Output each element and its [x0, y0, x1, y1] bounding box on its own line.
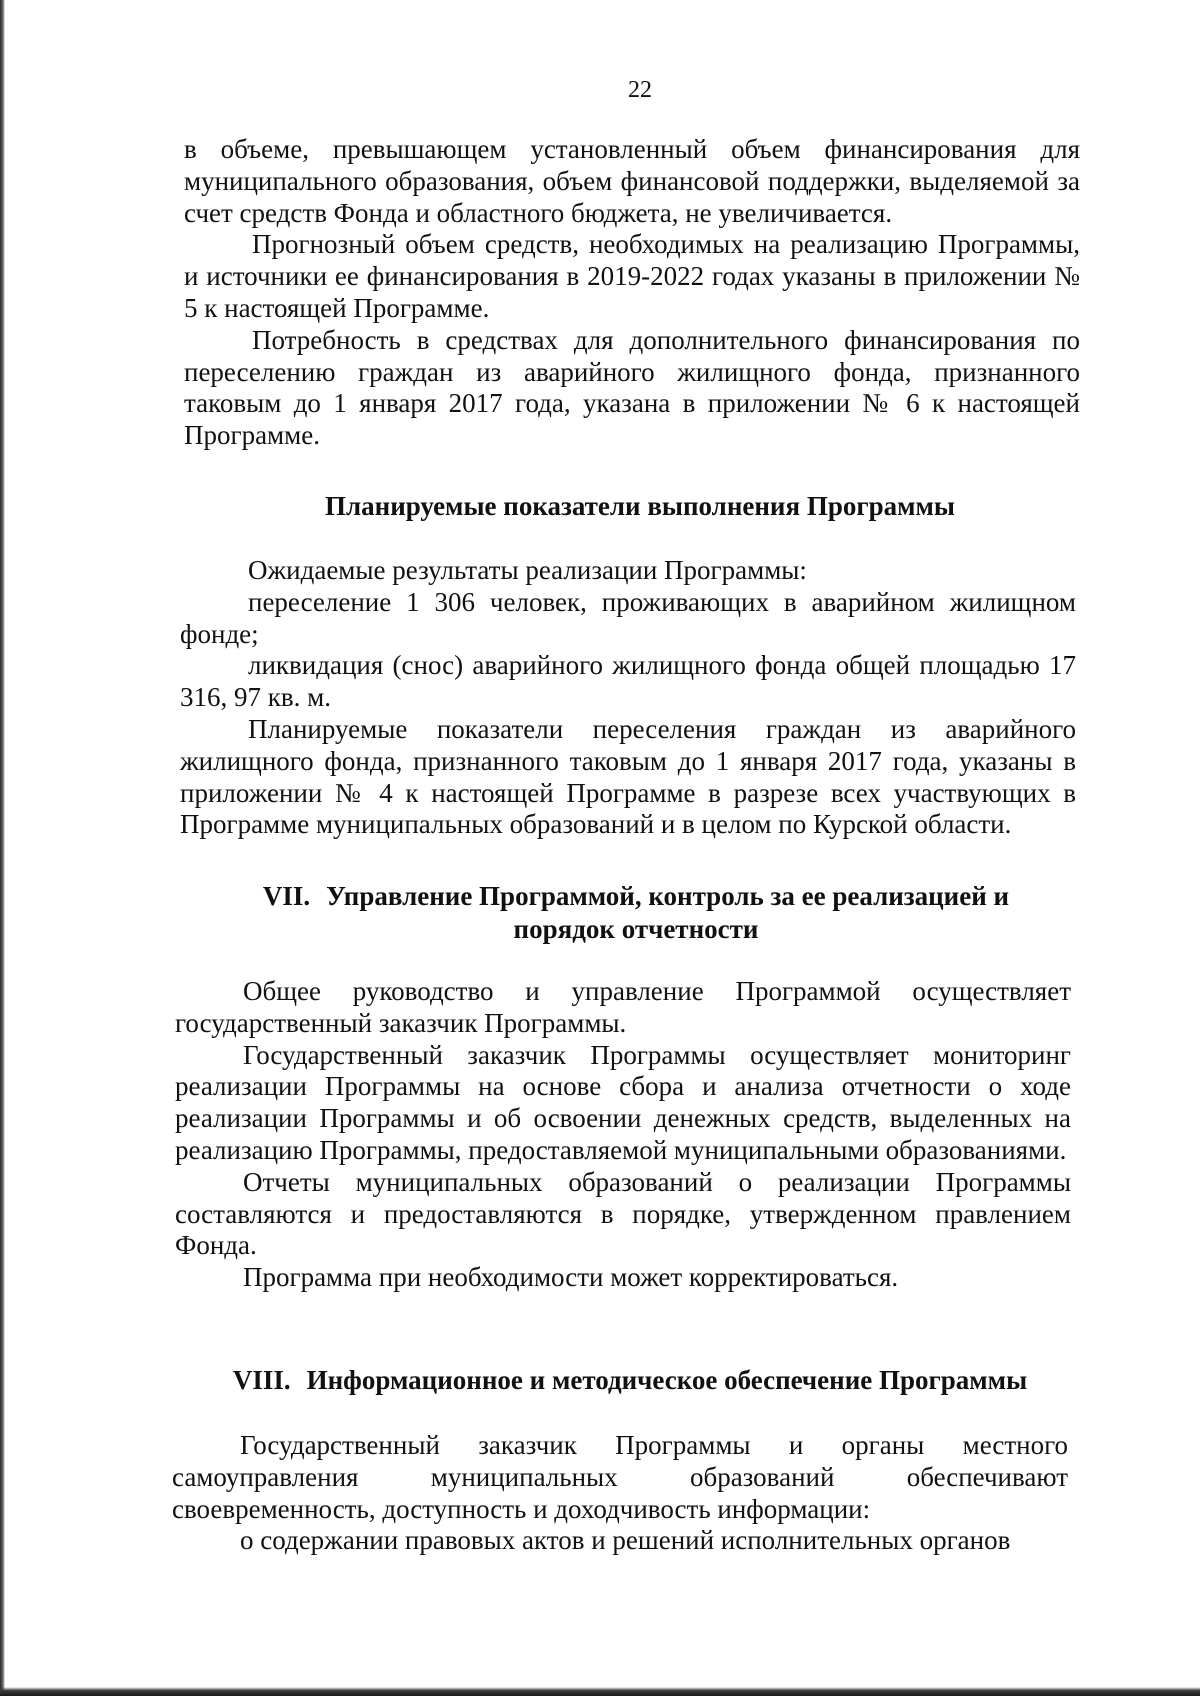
paragraph: Потребность в средствах для дополнительного финансирования по переселению граждан из аварийного жилищного фонда, признанного таковым до 1 января 2017 года, указана в приложении № 6 к настоящей Программе.	[184, 324, 1080, 451]
heading-line	[186, 880, 1086, 913]
paragraph: Ожидаемые результаты реализации Программы:	[248, 555, 807, 585]
scan-left-edge	[0, 0, 5, 1696]
section-viii-block	[172, 1430, 1068, 1557]
section-heading-indicators: Планируемые показатели выполнения Программы	[324, 491, 956, 521]
paragraph: Программа при необходимости может корректироваться.	[243, 1262, 899, 1293]
paragraph: Государственный заказчик Программы осуществляет мониторинг реализации Программы на основе сбора и анализа отчетности о ходе реализации Программы и об освоении денежных средств, выделенных на реализацию Программы, предоставляемой муниципальными образованиями.	[175, 1039, 1071, 1165]
section-number: VIII.	[232, 1365, 291, 1395]
section-heading-vii	[186, 880, 1086, 946]
heading-text: Информационное и методическое обеспечение Программы	[306, 1365, 1028, 1395]
indicators-block	[180, 555, 1076, 841]
paragraph: Отчеты муниципальных образований о реализации Программы составляются и предоставляются в порядке, утвержденном правлением Фонда.	[175, 1166, 1071, 1261]
paragraph: о содержании правовых актов и решений исполнительных органов	[240, 1525, 1011, 1556]
page-number: 22	[628, 77, 652, 103]
heading-line: порядок отчетности	[513, 914, 759, 944]
paragraph: Государственный заказчик Программы и органы местного самоуправления муниципальных образований обеспечивают своевременность, доступность и доходчивость информации:	[172, 1430, 1068, 1524]
section-heading-viii	[180, 1364, 1080, 1397]
paragraph: переселение 1 306 человек, проживающих в аварийном жилищном фонде;	[180, 586, 1076, 649]
paragraph: ликвидация (снос) аварийного жилищного фонда общей площадью 17 316, 97 кв. м.	[180, 650, 1076, 713]
paragraph: Прогнозный объем средств, необходимых на реализацию Программы, и источники ее финансирования в 2019-2022 годах указаны в приложении № 5 к настоящей Программе.	[184, 229, 1080, 323]
paragraph: Планируемые показатели переселения граждан из аварийного жилищного фонда, признанного таковым до 1 января 2017 года, указаны в приложении № 4 к настоящей Программе в разрезе всех участвующих в Программе муниципальных образований и в целом по Курской области.	[180, 713, 1076, 840]
paragraph: Общее руководство и управление Программой осуществляет государственный заказчик Программы.	[175, 976, 1071, 1038]
section-vii-block	[175, 976, 1071, 1294]
section-number: VII.	[262, 881, 311, 911]
intro-block	[184, 134, 1080, 452]
paragraph: в объеме, превышающем установленный объем финансирования для муниципального образования, объем финансовой поддержки, выделяемой за счет средств Фонда и областного бюджета, не увеличивается.	[184, 134, 1080, 228]
scan-bottom-edge	[0, 1687, 1200, 1696]
heading-text: Управление Программой, контроль за ее реализацией и	[326, 881, 1010, 911]
